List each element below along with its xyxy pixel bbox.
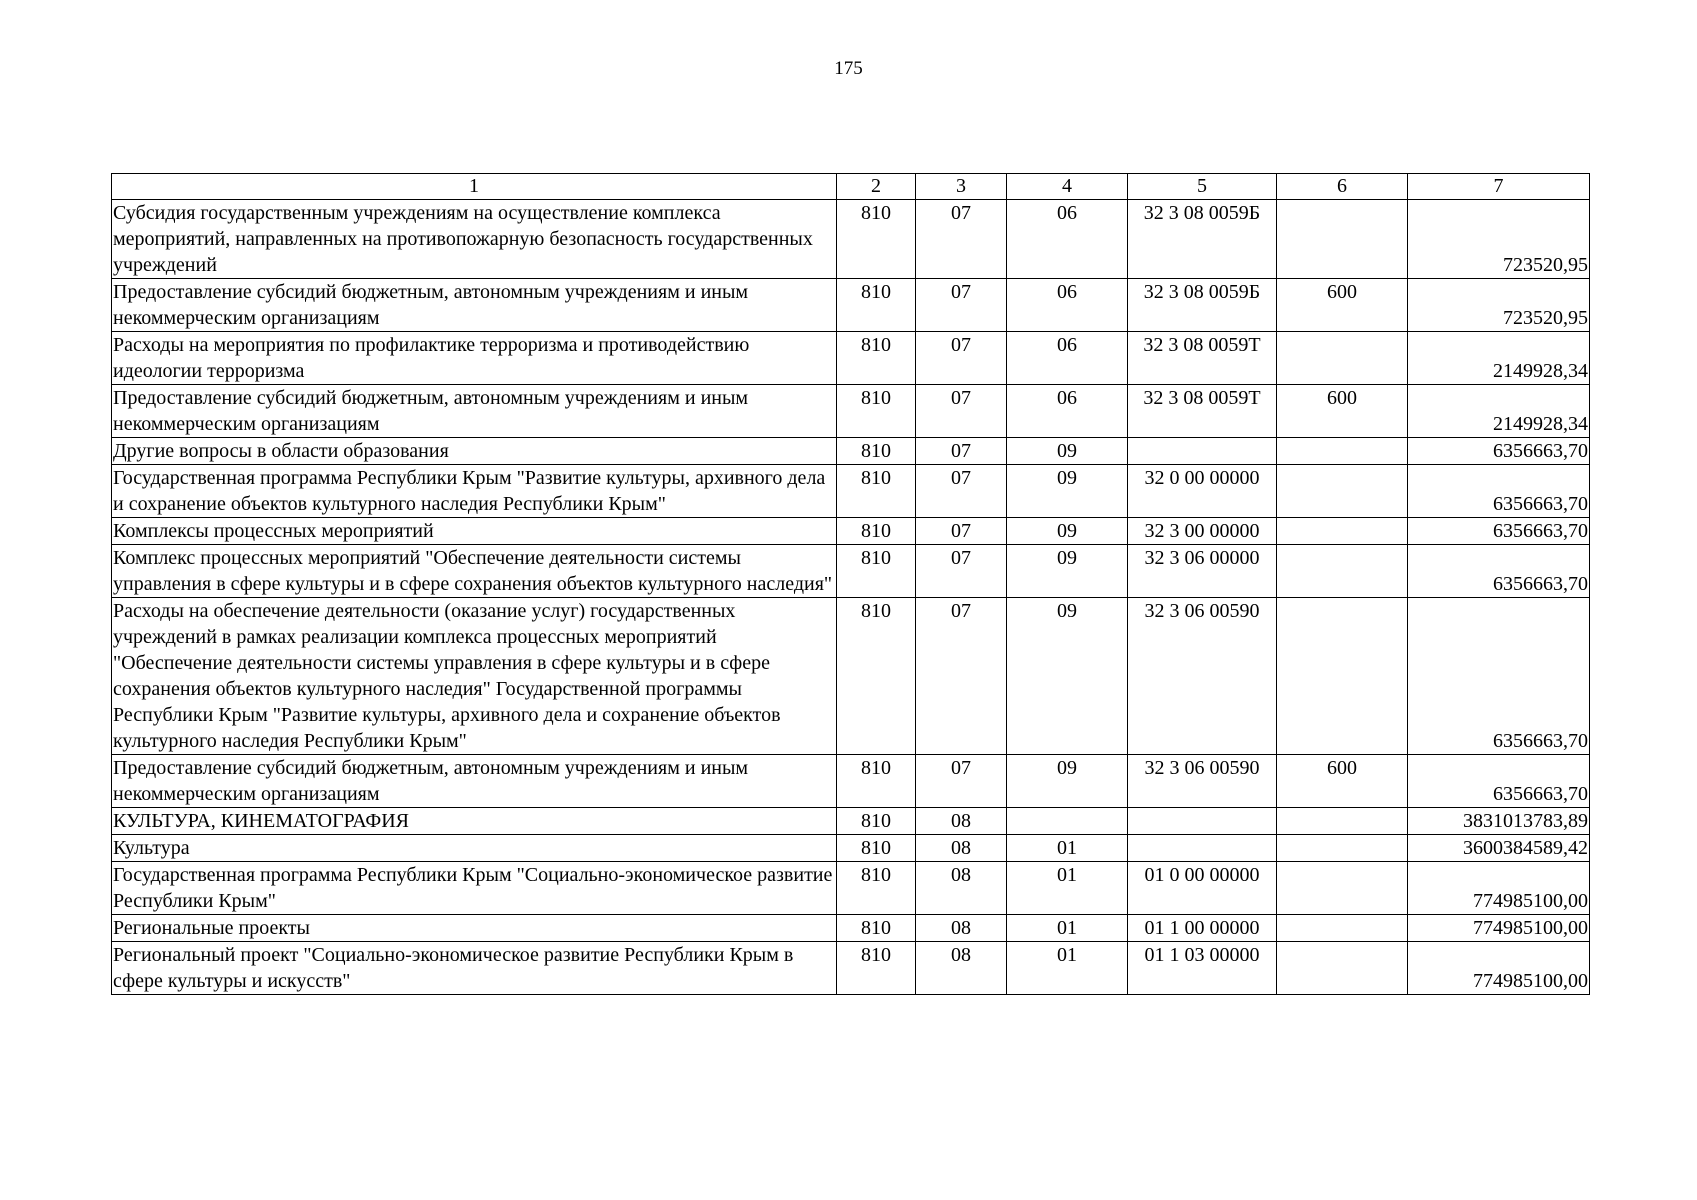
section-code-cell: 07 (916, 385, 1007, 438)
column-header: 5 (1128, 174, 1277, 200)
target-article-cell: 32 3 00 00000 (1128, 518, 1277, 545)
target-article-cell: 32 3 08 0059Т (1128, 385, 1277, 438)
grbs-code-cell: 810 (837, 808, 916, 835)
amount-cell: 774985100,00 (1408, 915, 1590, 942)
grbs-code-cell: 810 (837, 279, 916, 332)
subsection-code-cell: 01 (1007, 835, 1128, 862)
grbs-code-cell: 810 (837, 200, 916, 279)
section-code-cell: 08 (916, 942, 1007, 995)
amount-cell: 774985100,00 (1408, 942, 1590, 995)
amount-cell: 2149928,34 (1408, 385, 1590, 438)
table-row (112, 332, 1590, 385)
expense-type-cell (1277, 808, 1408, 835)
grbs-code-cell: 810 (837, 835, 916, 862)
subsection-code-cell: 09 (1007, 755, 1128, 808)
section-code-cell: 07 (916, 518, 1007, 545)
target-article-cell: 32 3 08 0059Б (1128, 200, 1277, 279)
target-article-cell: 32 3 06 00000 (1128, 545, 1277, 598)
grbs-code-cell: 810 (837, 518, 916, 545)
expense-type-cell: 600 (1277, 279, 1408, 332)
amount-cell: 3600384589,42 (1408, 835, 1590, 862)
row-name-cell: Предоставление субсидий бюджетным, автономным учреждениям и иным некоммерческим организациям (112, 279, 837, 332)
target-article-cell: 01 1 03 00000 (1128, 942, 1277, 995)
section-code-cell: 07 (916, 598, 1007, 755)
subsection-code-cell: 06 (1007, 200, 1128, 279)
target-article-cell: 32 0 00 00000 (1128, 465, 1277, 518)
row-name-cell: Государственная программа Республики Крым "Развитие культуры, архивного дела и сохранение объектов культурного наследия Республики Крым" (112, 465, 837, 518)
row-name-cell: Региональные проекты (112, 915, 837, 942)
amount-cell: 774985100,00 (1408, 862, 1590, 915)
row-name-cell: Региональный проект "Социально-экономическое развитие Республики Крым в сфере культуры и искусств" (112, 942, 837, 995)
amount-cell: 6356663,70 (1408, 438, 1590, 465)
grbs-code-cell: 810 (837, 598, 916, 755)
amount-cell: 6356663,70 (1408, 465, 1590, 518)
expense-type-cell (1277, 942, 1408, 995)
table-row (112, 915, 1590, 942)
row-name-cell: Предоставление субсидий бюджетным, автономным учреждениям и иным некоммерческим организациям (112, 385, 837, 438)
expense-type-cell (1277, 862, 1408, 915)
subsection-code-cell: 09 (1007, 545, 1128, 598)
grbs-code-cell: 810 (837, 385, 916, 438)
column-header: 6 (1277, 174, 1408, 200)
target-article-cell (1128, 808, 1277, 835)
row-name-cell: Расходы на обеспечение деятельности (оказание услуг) государственных учреждений в рамках реализации комплекса процессных мероприятий "Обеспечение деятельности системы управления в сфере культуры и в сфере сохранения объектов культурного наследия" Государственной программы Республики Крым "Развитие культуры, архивного дела и сохранение объектов культурного наследия Республики Крым" (112, 598, 837, 755)
table-row (112, 518, 1590, 545)
subsection-code-cell: 09 (1007, 438, 1128, 465)
grbs-code-cell: 810 (837, 915, 916, 942)
expense-type-cell: 600 (1277, 385, 1408, 438)
grbs-code-cell: 810 (837, 438, 916, 465)
target-article-cell: 32 3 08 0059Б (1128, 279, 1277, 332)
row-name-cell: Расходы на мероприятия по профилактике терроризма и противодействию идеологии терроризма (112, 332, 837, 385)
grbs-code-cell: 810 (837, 942, 916, 995)
table-row (112, 545, 1590, 598)
section-code-cell: 07 (916, 332, 1007, 385)
column-header: 3 (916, 174, 1007, 200)
grbs-code-cell: 810 (837, 755, 916, 808)
table-body (112, 174, 1590, 995)
row-name-cell: Комплекс процессных мероприятий "Обеспечение деятельности системы управления в сфере культуры и в сфере сохранения объектов культурного наследия" (112, 545, 837, 598)
section-code-cell: 08 (916, 808, 1007, 835)
subsection-code-cell (1007, 808, 1128, 835)
section-code-cell: 07 (916, 279, 1007, 332)
column-header: 1 (112, 174, 837, 200)
section-code-cell: 08 (916, 835, 1007, 862)
subsection-code-cell: 09 (1007, 518, 1128, 545)
subsection-code-cell: 01 (1007, 915, 1128, 942)
section-code-cell: 07 (916, 755, 1007, 808)
amount-cell: 6356663,70 (1408, 755, 1590, 808)
section-code-cell: 07 (916, 200, 1007, 279)
expense-type-cell (1277, 915, 1408, 942)
table-row (112, 835, 1590, 862)
target-article-cell: 32 3 08 0059Т (1128, 332, 1277, 385)
row-name-cell: Культура (112, 835, 837, 862)
amount-cell: 6356663,70 (1408, 518, 1590, 545)
target-article-cell (1128, 835, 1277, 862)
section-code-cell: 07 (916, 465, 1007, 518)
amount-cell: 2149928,34 (1408, 332, 1590, 385)
target-article-cell: 32 3 06 00590 (1128, 755, 1277, 808)
subsection-code-cell: 06 (1007, 279, 1128, 332)
table-row (112, 942, 1590, 995)
table-header-row (112, 174, 1590, 200)
expense-type-cell (1277, 465, 1408, 518)
table-row (112, 598, 1590, 755)
expense-type-cell (1277, 200, 1408, 279)
table-row (112, 808, 1590, 835)
expense-type-cell (1277, 835, 1408, 862)
section-code-cell: 08 (916, 862, 1007, 915)
row-name-cell: Субсидия государственным учреждениям на осуществление комплекса мероприятий, направленных на противопожарную безопасность государственных учреждений (112, 200, 837, 279)
row-name-cell: Комплексы процессных мероприятий (112, 518, 837, 545)
expense-type-cell (1277, 332, 1408, 385)
subsection-code-cell: 09 (1007, 465, 1128, 518)
target-article-cell: 01 1 00 00000 (1128, 915, 1277, 942)
section-code-cell: 07 (916, 545, 1007, 598)
subsection-code-cell: 01 (1007, 862, 1128, 915)
grbs-code-cell: 810 (837, 862, 916, 915)
table-row (112, 755, 1590, 808)
amount-cell: 723520,95 (1408, 200, 1590, 279)
expense-type-cell (1277, 518, 1408, 545)
table-row (112, 465, 1590, 518)
amount-cell: 6356663,70 (1408, 545, 1590, 598)
row-name-cell: Другие вопросы в области образования (112, 438, 837, 465)
amount-cell: 3831013783,89 (1408, 808, 1590, 835)
column-header: 4 (1007, 174, 1128, 200)
amount-cell: 6356663,70 (1408, 598, 1590, 755)
amount-cell: 723520,95 (1408, 279, 1590, 332)
subsection-code-cell: 09 (1007, 598, 1128, 755)
column-header: 7 (1408, 174, 1590, 200)
row-name-cell: Предоставление субсидий бюджетным, автономным учреждениям и иным некоммерческим организациям (112, 755, 837, 808)
table-row (112, 385, 1590, 438)
expense-type-cell (1277, 545, 1408, 598)
grbs-code-cell: 810 (837, 465, 916, 518)
target-article-cell: 01 0 00 00000 (1128, 862, 1277, 915)
row-name-cell: КУЛЬТУРА, КИНЕМАТОГРАФИЯ (112, 808, 837, 835)
expense-type-cell: 600 (1277, 755, 1408, 808)
expense-type-cell (1277, 438, 1408, 465)
target-article-cell (1128, 438, 1277, 465)
subsection-code-cell: 01 (1007, 942, 1128, 995)
row-name-cell: Государственная программа Республики Крым "Социально-экономическое развитие Республики Крым" (112, 862, 837, 915)
expense-type-cell (1277, 598, 1408, 755)
page-number: 175 (834, 58, 863, 79)
section-code-cell: 08 (916, 915, 1007, 942)
budget-table (111, 173, 1590, 995)
table-row (112, 200, 1590, 279)
section-code-cell: 07 (916, 438, 1007, 465)
grbs-code-cell: 810 (837, 545, 916, 598)
subsection-code-cell: 06 (1007, 332, 1128, 385)
target-article-cell: 32 3 06 00590 (1128, 598, 1277, 755)
table-row (112, 279, 1590, 332)
table-row (112, 862, 1590, 915)
subsection-code-cell: 06 (1007, 385, 1128, 438)
column-header: 2 (837, 174, 916, 200)
grbs-code-cell: 810 (837, 332, 916, 385)
table-row (112, 438, 1590, 465)
